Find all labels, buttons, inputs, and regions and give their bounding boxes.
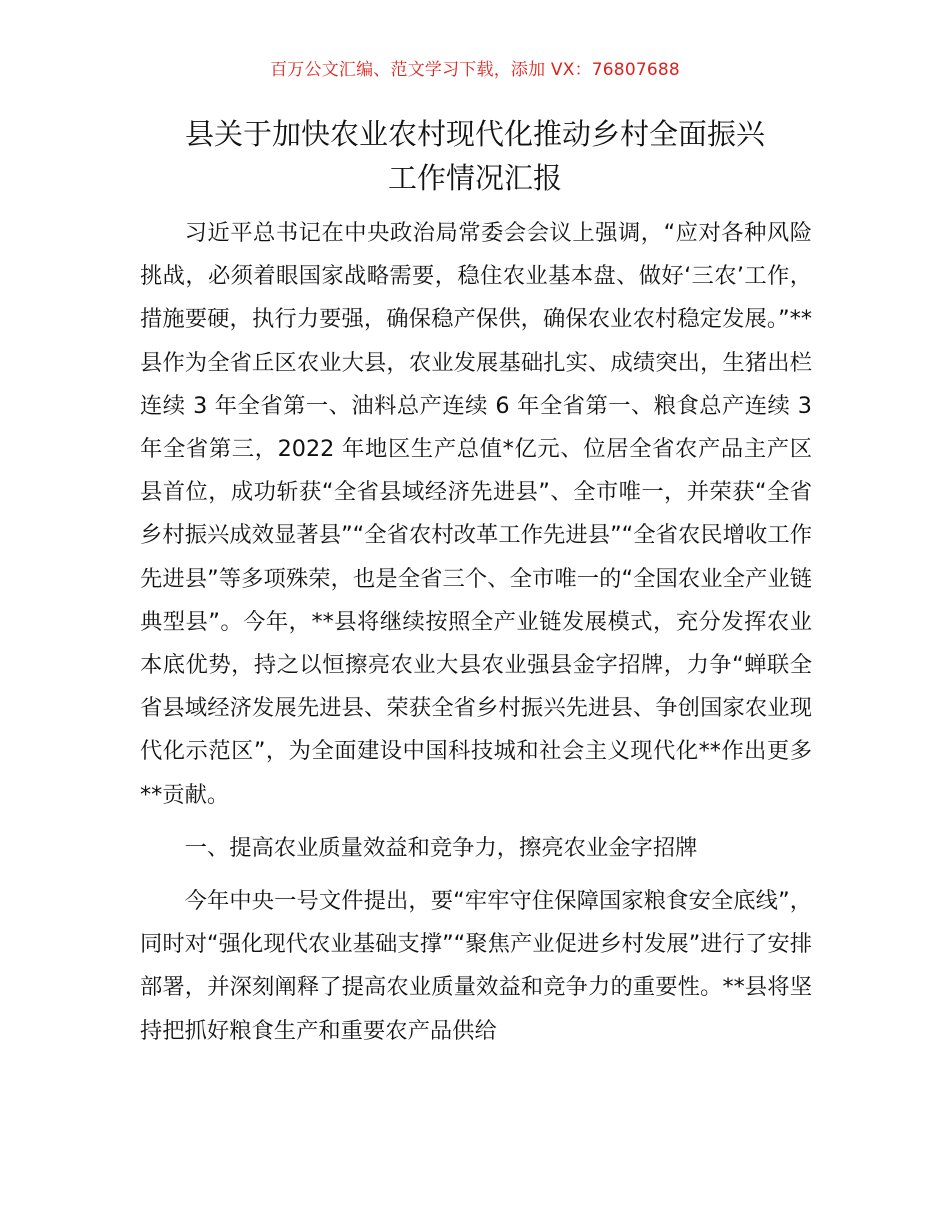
paragraph-section-1: 今年中央一号文件提出，要“牢牢守住保障国家粮食安全底线”，同时对“强化现代农业基础支撑”“聚焦产业促进乡村发展”进行了安排部署，并深刻阐释了提高农业质量效益和竞争力的重要性。**县将坚持把抓好粮食生产和重要农产品供给 [140, 888, 812, 1044]
section-heading: 一、提高农业质量效益和竞争力，擦亮农业金字招牌 [184, 834, 698, 861]
title-line-1: 县关于加快农业农村现代化推动乡村全面振兴 [184, 117, 765, 151]
document-body [140, 212, 812, 1053]
header-banner: 百万公文汇编、范文学习下载，添加 VX：76807688 [270, 60, 680, 80]
paragraph-intro: 习近平总书记在中央政治局常委会会议上强调，“应对各种风险挑战，必须着眼国家战略需要，稳住农业基本盘、做好‘三农’工作，措施要硬，执行力要强，确保稳产保供，确保农业农村稳定发展。”**县作为全省丘区农业大县，农业发展基础扎实、成绩突出，生猪出栏连续 3 年全省第一、油料总产连续 6 年全省第一、粮食总产连续 3 年全省第三，2022 年地区生产总值*亿元、位居全省农产品主产区县首位，成功斩获“全省县域经济先进县”、全市唯一，并荣获“全省乡村振兴成效显著县”“全省农村改革工作先进县”“全省农民增收工作先进县”等多项殊荣，也是全省三个、全市唯一的“全国农业全产业链典型县”。今年，**县将继续按照全产业链发展模式，充分发挥农业本底优势，持之以恒擦亮农业大县农业强县金字招牌，力争“蝉联全省县域经济发展先进县、荣获全省乡村振兴先进县、争创国家农业现代化示范区”，为全面建设中国科技城和社会主义现代化**作出更多**贡献。 [140, 220, 812, 808]
title-line-2: 工作情况汇报 [387, 161, 562, 195]
document-title [120, 112, 830, 200]
